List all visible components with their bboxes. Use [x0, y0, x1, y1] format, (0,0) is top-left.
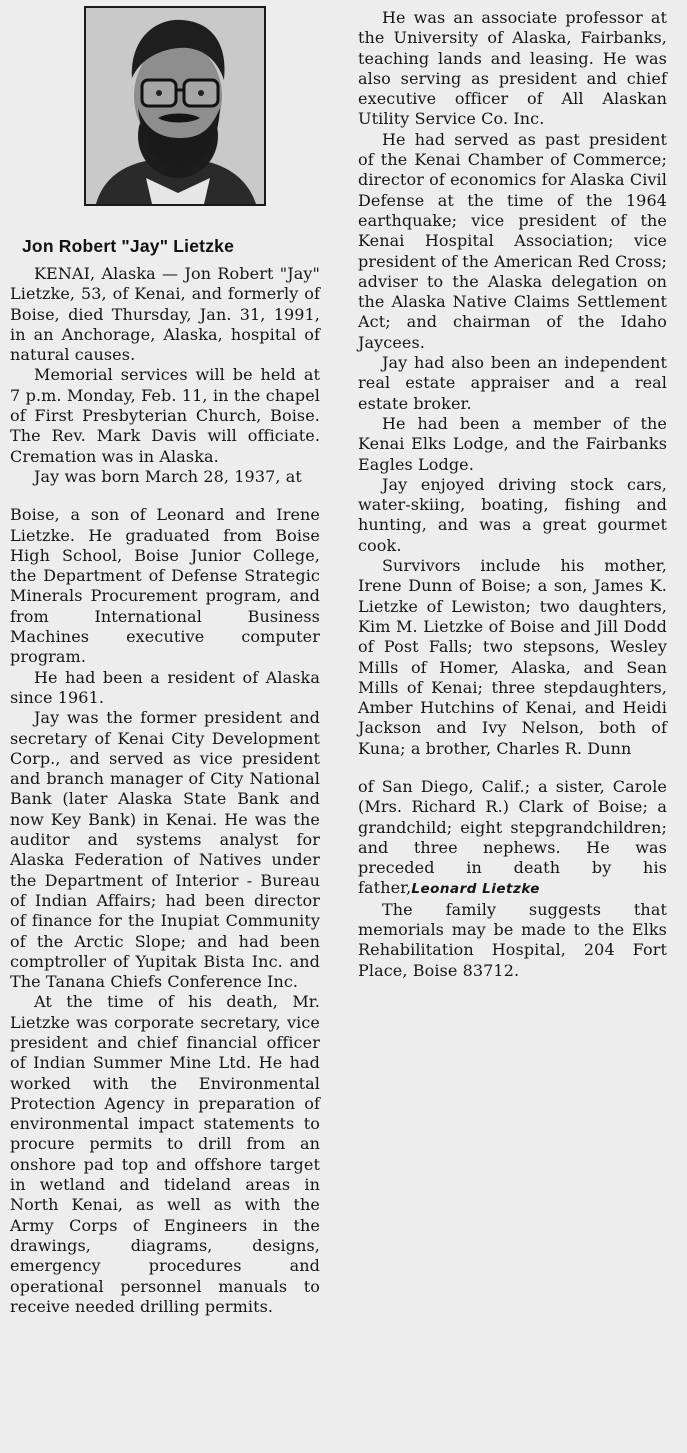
- left-column: [10, 264, 320, 1317]
- handwritten-name: Leonard Lietzke: [411, 881, 540, 898]
- paragraph-at-death: At the time of his death, Mr. Lietzke was corporate secretary, vice president and chief financial officer of Indian Summer Mine Ltd. He had worked with the Environmental Protection Agency in preparation of environmental impact statements to procure permits to drill from an onshore pad top and offshore target in wetland and tideland areas in North Kenai, as well as with the Army Corps of Engineers in the drawings, diagrams, designs, emergency procedures and operational personnel manuals to receive needed drilling permits.: [10, 992, 320, 1316]
- paragraph-past-president: He had served as past president of the Kenai Chamber of Commerce; director of economics for Alaska Civil Defense at the time of the 1964 earthquake; vice president of the Kenai Hospital Association; vice president of the American Red Cross; adviser to the Alaska delegation on the Alaska Native Claims Settlement Act; and chairman of the Idaho Jaycees.: [358, 129, 667, 352]
- paragraph-residence: He had been a resident of Alaska since 1961.: [10, 667, 320, 707]
- paragraph-memorials: The family suggests that memorials may be made to the Elks Rehabilitation Hospital, 204 Fort Place, Boise 83712.: [358, 899, 667, 980]
- right-column: [358, 8, 667, 981]
- portrait-icon: [86, 8, 264, 204]
- paragraph-intro: KENAI, Alaska — Jon Robert "Jay" Lietzke, 53, of Kenai, and formerly of Boise, died Thursday, Jan. 31, 1991, in an Anchorage, Alaska, hospital of natural causes.: [10, 264, 320, 365]
- survivors-continued-text: of San Diego, Calif.; a sister, Carole (Mrs. Richard R.) Clark of Boise; a grandchild; eight stepgrandchildren; and three nephews. He was preceded in death by his father,: [358, 776, 667, 898]
- paragraph-birth-continued: Boise, a son of Leonard and Irene Lietzke. He graduated from Boise High School, Boise Junior College, the Department of Defense Strategic Minerals Procurement program, and from International Business Machines executive computer program.: [10, 505, 320, 667]
- paragraph-survivors-continued: [358, 777, 667, 900]
- paragraph-hobbies: Jay enjoyed driving stock cars, water-skiing, boating, fishing and hunting, and was a great gourmet cook.: [358, 474, 667, 555]
- paragraph-memorial: Memorial services will be held at 7 p.m. Monday, Feb. 11, in the chapel of First Presbyterian Church, Boise. The Rev. Mark Davis will officiate. Cremation was in Alaska.: [10, 365, 320, 466]
- portrait-photo: [84, 6, 266, 206]
- paragraph-appraiser: Jay had also been an independent real estate appraiser and a real estate broker.: [358, 353, 667, 413]
- paragraph-career: Jay was the former president and secretary of Kenai City Development Corp., and served as vice president and branch manager of City National Bank (later Alaska State Bank and now Key Bank) in Kenai. He was the auditor and systems analyst for Alaska Federation of Natives under the Department of Interior - Bureau of Indian Affairs; had been director of finance for the Inupiat Community of the Arctic Slope; and had been comptroller of Yupitak Bista Inc. and The Tanana Chiefs Conference Inc.: [10, 708, 320, 992]
- paragraph-lodges: He had been a member of the Kenai Elks Lodge, and the Fairbanks Eagles Lodge.: [358, 413, 667, 474]
- paragraph-birth: Jay was born March 28, 1937, at: [34, 466, 302, 486]
- paragraph-professor: He was an associate professor at the University of Alaska, Fairbanks, teaching lands and leasing. He was also serving as president and chief executive officer of All Alaskan Utility Service Co. Inc.: [358, 8, 667, 129]
- obituary-heading: Jon Robert "Jay" Lietzke: [22, 236, 235, 256]
- paragraph-survivors: Survivors include his mother, Irene Dunn of Boise; a son, James K. Lietzke of Lewiston; two daughters, Kim M. Lietzke of Boise and Jill Dodd of Post Falls; two stepsons, Wesley Mills of Homer, Alaska, and Sean Mills of Kenai; three stepdaughters, Amber Hutchins of Kenai, and Heidi Jackson and Ivy Nelson, both of Kuna; a brother, Charles R. Dunn: [358, 556, 667, 758]
